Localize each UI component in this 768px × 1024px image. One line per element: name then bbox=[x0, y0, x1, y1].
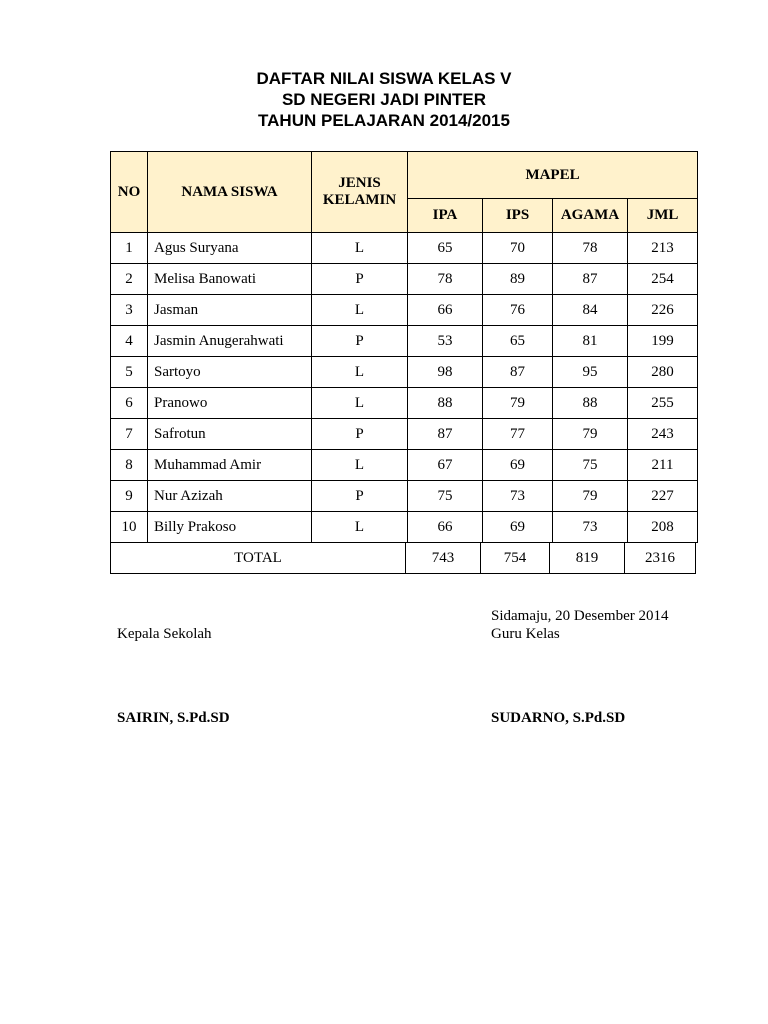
cell-name: Jasmin Anugerahwati bbox=[148, 326, 312, 357]
cell-no: 1 bbox=[111, 233, 148, 264]
total-label: TOTAL bbox=[111, 543, 406, 574]
cell-name: Nur Azizah bbox=[148, 481, 312, 512]
cell-name: Pranowo bbox=[148, 388, 312, 419]
header-gender-line1: JENIS bbox=[338, 175, 381, 191]
cell-agama: 79 bbox=[553, 419, 628, 450]
cell-ips: 69 bbox=[483, 450, 553, 481]
cell-agama: 81 bbox=[553, 326, 628, 357]
cell-ips: 73 bbox=[483, 481, 553, 512]
cell-jml: 226 bbox=[628, 295, 698, 326]
cell-ipa: 75 bbox=[408, 481, 483, 512]
cell-name: Agus Suryana bbox=[148, 233, 312, 264]
cell-agama: 87 bbox=[553, 264, 628, 295]
cell-ipa: 67 bbox=[408, 450, 483, 481]
cell-ipa: 78 bbox=[408, 264, 483, 295]
grades-table bbox=[110, 151, 698, 543]
grades-body bbox=[111, 233, 698, 543]
cell-agama: 75 bbox=[553, 450, 628, 481]
cell-ips: 89 bbox=[483, 264, 553, 295]
total-agama: 819 bbox=[550, 543, 625, 574]
cell-ips: 77 bbox=[483, 419, 553, 450]
cell-no: 9 bbox=[111, 481, 148, 512]
cell-gender: P bbox=[312, 419, 408, 450]
cell-no: 8 bbox=[111, 450, 148, 481]
cell-jml: 213 bbox=[628, 233, 698, 264]
cell-name: Jasman bbox=[148, 295, 312, 326]
cell-ipa: 88 bbox=[408, 388, 483, 419]
cell-jml: 280 bbox=[628, 357, 698, 388]
cell-no: 4 bbox=[111, 326, 148, 357]
table-row bbox=[111, 295, 698, 326]
right-signer-name: SUDARNO, S.Pd.SD bbox=[491, 710, 626, 726]
cell-gender: L bbox=[312, 233, 408, 264]
cell-ipa: 53 bbox=[408, 326, 483, 357]
cell-jml: 227 bbox=[628, 481, 698, 512]
header-ips: IPS bbox=[483, 199, 553, 233]
cell-jml: 254 bbox=[628, 264, 698, 295]
header-mapel: MAPEL bbox=[408, 152, 698, 199]
cell-ipa: 66 bbox=[408, 295, 483, 326]
cell-agama: 78 bbox=[553, 233, 628, 264]
cell-gender: L bbox=[312, 512, 408, 543]
table-row bbox=[111, 233, 698, 264]
cell-no: 6 bbox=[111, 388, 148, 419]
cell-gender: L bbox=[312, 295, 408, 326]
cell-agama: 95 bbox=[553, 357, 628, 388]
cell-jml: 211 bbox=[628, 450, 698, 481]
cell-name: Melisa Banowati bbox=[148, 264, 312, 295]
cell-agama: 88 bbox=[553, 388, 628, 419]
cell-name: Billy Prakoso bbox=[148, 512, 312, 543]
cell-jml: 208 bbox=[628, 512, 698, 543]
table-row bbox=[111, 512, 698, 543]
place-date: Sidamaju, 20 Desember 2014 bbox=[491, 608, 669, 624]
cell-gender: P bbox=[312, 481, 408, 512]
table-row bbox=[111, 450, 698, 481]
title-line-3: TAHUN PELAJARAN 2014/2015 bbox=[258, 111, 510, 130]
table-row bbox=[111, 264, 698, 295]
cell-ipa: 98 bbox=[408, 357, 483, 388]
header-ipa: IPA bbox=[408, 199, 483, 233]
cell-no: 10 bbox=[111, 512, 148, 543]
header-agama: AGAMA bbox=[553, 199, 628, 233]
cell-name: Sartoyo bbox=[148, 357, 312, 388]
cell-ips: 76 bbox=[483, 295, 553, 326]
table-row bbox=[111, 357, 698, 388]
cell-ipa: 87 bbox=[408, 419, 483, 450]
cell-gender: L bbox=[312, 388, 408, 419]
table-row bbox=[111, 388, 698, 419]
cell-ips: 70 bbox=[483, 233, 553, 264]
table-row bbox=[111, 481, 698, 512]
table-row bbox=[111, 326, 698, 357]
title-line-2: SD NEGERI JADI PINTER bbox=[281, 90, 487, 109]
cell-gender: L bbox=[312, 450, 408, 481]
cell-agama: 73 bbox=[553, 512, 628, 543]
total-jml: 2316 bbox=[625, 543, 696, 574]
cell-ips: 79 bbox=[483, 388, 553, 419]
cell-jml: 199 bbox=[628, 326, 698, 357]
cell-ips: 87 bbox=[483, 357, 553, 388]
cell-ips: 69 bbox=[483, 512, 553, 543]
total-table bbox=[110, 542, 696, 574]
cell-no: 5 bbox=[111, 357, 148, 388]
total-row bbox=[111, 543, 696, 574]
document-title bbox=[0, 68, 768, 131]
cell-ipa: 65 bbox=[408, 233, 483, 264]
table-row bbox=[111, 419, 698, 450]
cell-name: Safrotun bbox=[148, 419, 312, 450]
left-signer-name: SAIRIN, S.Pd.SD bbox=[117, 710, 230, 726]
right-signer-role: Guru Kelas bbox=[491, 626, 560, 642]
header-jml: JML bbox=[628, 199, 698, 233]
header-name: NAMA SISWA bbox=[148, 152, 312, 233]
cell-jml: 243 bbox=[628, 419, 698, 450]
cell-no: 3 bbox=[111, 295, 148, 326]
cell-ipa: 66 bbox=[408, 512, 483, 543]
cell-jml: 255 bbox=[628, 388, 698, 419]
cell-name: Muhammad Amir bbox=[148, 450, 312, 481]
total-ips: 754 bbox=[481, 543, 550, 574]
cell-ips: 65 bbox=[483, 326, 553, 357]
total-ipa: 743 bbox=[406, 543, 481, 574]
cell-no: 2 bbox=[111, 264, 148, 295]
cell-gender: P bbox=[312, 326, 408, 357]
cell-agama: 84 bbox=[553, 295, 628, 326]
cell-agama: 79 bbox=[553, 481, 628, 512]
cell-gender: P bbox=[312, 264, 408, 295]
cell-no: 7 bbox=[111, 419, 148, 450]
header-gender-line2: KELAMIN bbox=[322, 192, 397, 208]
header-no: NO bbox=[111, 152, 148, 233]
title-line-1: DAFTAR NILAI SISWA KELAS V bbox=[256, 69, 512, 88]
header-gender bbox=[312, 152, 408, 233]
cell-gender: L bbox=[312, 357, 408, 388]
left-signer-role: Kepala Sekolah bbox=[117, 626, 212, 642]
